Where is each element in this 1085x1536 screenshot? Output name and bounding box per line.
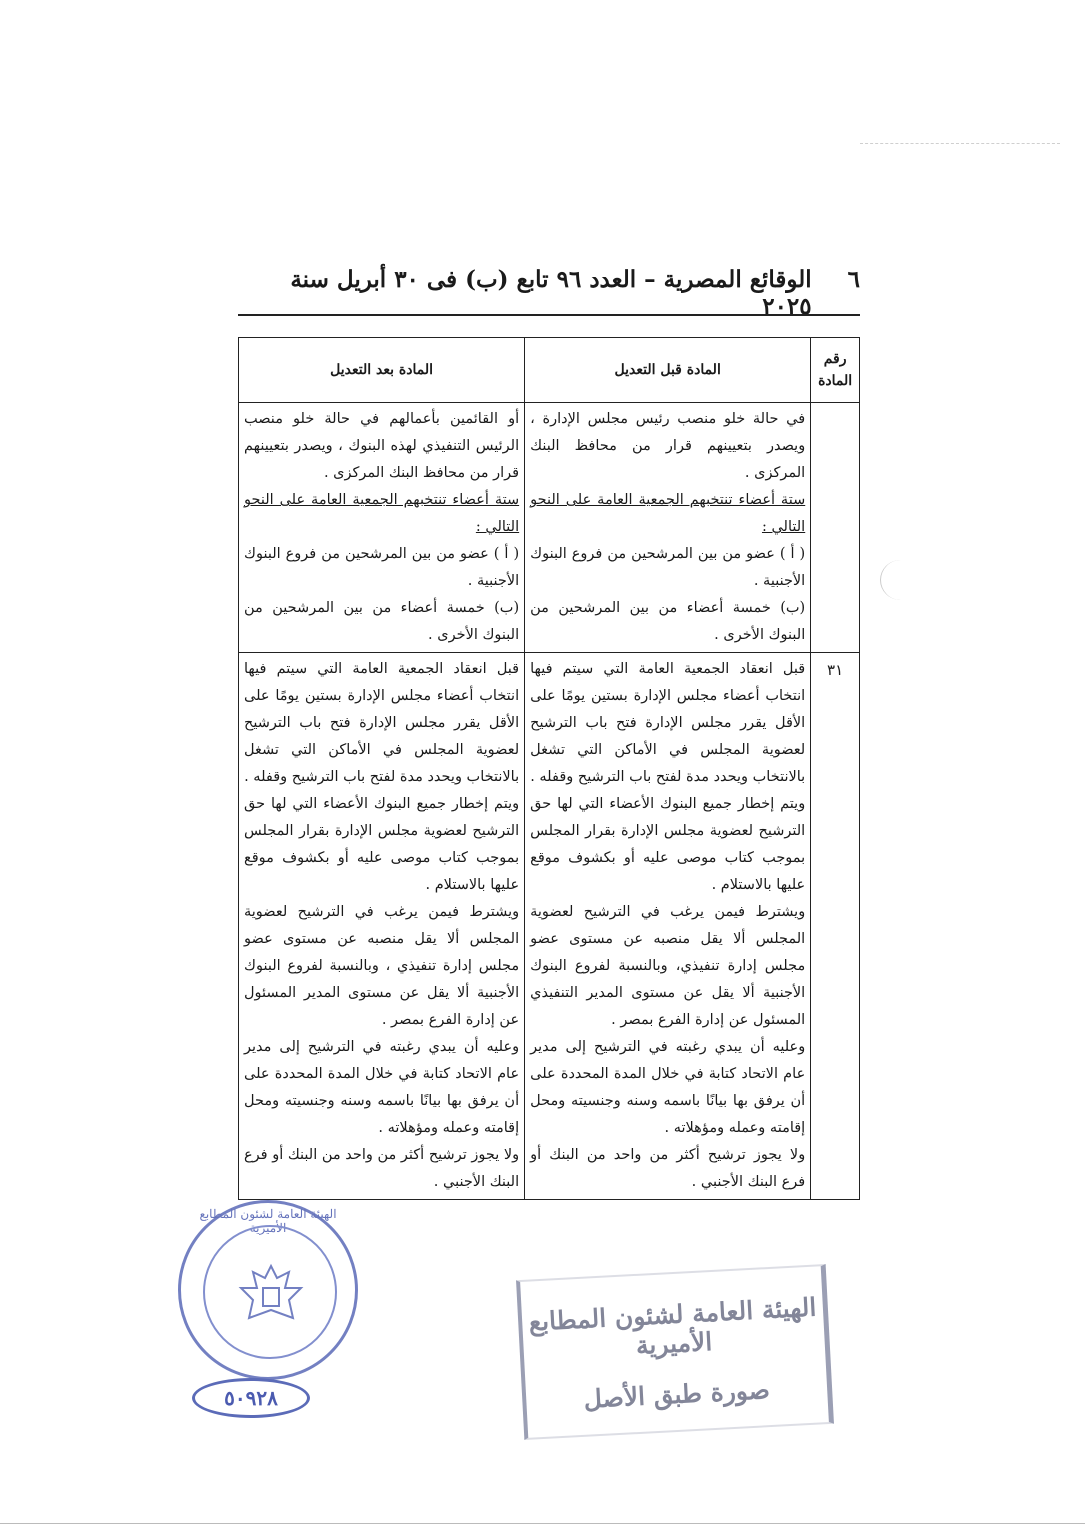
- scan-artifact-line: [860, 143, 1060, 144]
- true-copy-stamp-authority: الهيئة العامة لشئون المطابع الأميرية: [528, 1292, 818, 1361]
- article-after-text: [239, 403, 525, 653]
- scan-bottom-edge: [0, 1523, 1085, 1524]
- eagle-emblem-icon: [231, 1258, 311, 1338]
- gazette-title: الوقائع المصرية – العدد ٩٦ تابع (ب) فى ٣٠ أبريل سنة ٢٠٢٥: [290, 266, 812, 320]
- column-header-number: رقم المادة: [811, 338, 860, 403]
- article-after-text: [239, 653, 525, 1200]
- paragraph: أو القائمين بأعمالهم في حالة خلو منصب الرئيس التنفيذي لهذه البنوك ، ويصدر بتعيينهم قرار من محافظ البنك المركزى .: [244, 411, 520, 481]
- official-seal-stamp: [178, 1200, 358, 1380]
- paragraph: قبل انعقاد الجمعية العامة التي سيتم فيها انتخاب أعضاء مجلس الإدارة بستين يومًا على الأقل يقرر مجلس الإدارة فتح باب الترشيح لعضوية المجلس في الأماكن التي تشغل بالانتخاب ويحدد مدة لفتح باب الترشيح وقفله .: [244, 661, 520, 785]
- paragraph: ولا يجوز ترشيح أكثر من واحد من البنك أو فرع البنك الأجنبي .: [530, 1147, 806, 1190]
- paragraph: ( أ ) عضو من بين المرشحين من فروع البنوك الأجنبية .: [244, 546, 520, 589]
- page-number: ٦: [847, 266, 860, 293]
- scan-artifact-arc: [880, 560, 921, 600]
- table-row: [239, 653, 860, 1200]
- paragraph: ويتم إخطار جميع البنوك الأعضاء التي لها حق الترشيح لعضوية مجلس الإدارة بقرار المجلس بموجب كتاب موصى عليه أو بكشوف موقع عليها بالاستلام .: [244, 796, 520, 893]
- header-rule: [238, 314, 860, 316]
- true-copy-stamp-label: صورة طبق الأصل: [582, 1375, 771, 1414]
- paragraph: (ب) خمسة أعضاء من بين المرشحين من البنوك الأخرى .: [244, 600, 520, 643]
- article-before-text: [525, 403, 811, 653]
- paragraph: قبل انعقاد الجمعية العامة التي سيتم فيها انتخاب أعضاء مجلس الإدارة بستين يومًا على الأقل يقرر مجلس الإدارة فتح باب الترشيح لعضوية المجلس في الأماكن التي تشغل بالانتخاب ويحدد مدة لفتح باب الترشيح وقفله .: [530, 661, 806, 785]
- paragraph: وعليه أن يبدي رغبته في الترشيح إلى مدير عام الاتحاد كتابة في خلال المدة المحددة على أن يرفق بها بيانًا باسمه وسنه وجنسيته ومحل إقامته وعمله ومؤهلاته .: [530, 1039, 806, 1136]
- table-row: [239, 403, 860, 653]
- paragraph: في حالة خلو منصب رئيس مجلس الإدارة ، ويصدر بتعيينهم قرار من محافظ البنك المركزى .: [530, 411, 806, 481]
- paragraph: ولا يجوز ترشيح أكثر من واحد من البنك أو فرع البنك الأجنبي .: [244, 1147, 520, 1190]
- paragraph: ستة أعضاء تنتخبهم الجمعية العامة على النحو التالي :: [530, 492, 806, 535]
- column-header-before: المادة قبل التعديل: [525, 338, 811, 403]
- article-number: ٣١: [811, 653, 860, 1200]
- seal-ring-text: الهيئة العامة لشئون المطابع الأميرية: [199, 1207, 337, 1235]
- page-header: [240, 266, 860, 320]
- paragraph: ويشترط فيمن يرغب في الترشيح لعضوية المجلس ألا يقل منصبه عن مستوى عضو مجلس إدارة تنفيذي ، وبالنسبة لفروع البنوك الأجنبية ألا يقل عن مستوى المدير المسئول عن إدارة الفرع بمصر .: [244, 904, 520, 1028]
- table-header-row: [239, 338, 860, 403]
- paragraph: (ب) خمسة أعضاء من بين المرشحين من البنوك الأخرى .: [530, 600, 806, 643]
- article-number: [811, 403, 860, 653]
- amendment-table: [238, 337, 860, 1200]
- column-header-after: المادة بعد التعديل: [239, 338, 525, 403]
- paragraph: ويشترط فيمن يرغب في الترشيح لعضوية المجلس ألا يقل منصبه عن مستوى عضو مجلس إدارة تنفيذي، وبالنسبة لفروع البنوك الأجنبية ألا يقل عن مستوى المدير التنفيذي المسئول عن إدارة الفرع بمصر .: [530, 904, 806, 1028]
- paragraph: ستة أعضاء تنتخبهم الجمعية العامة على النحو التالي :: [244, 492, 520, 535]
- article-before-text: [525, 653, 811, 1200]
- true-copy-stamp: [516, 1264, 834, 1440]
- paragraph: ويتم إخطار جميع البنوك الأعضاء التي لها حق الترشيح لعضوية مجلس الإدارة بقرار المجلس بموجب كتاب موصى عليه أو بكشوف موقع عليها بالاستلام .: [530, 796, 806, 893]
- serial-number-stamp: ٥٠٩٢٨: [192, 1378, 310, 1418]
- paragraph: وعليه أن يبدي رغبته في الترشيح إلى مدير عام الاتحاد كتابة في خلال المدة المحددة على أن يرفق بها بيانًا باسمه وسنه وجنسيته ومحل إقامته وعمله ومؤهلاته .: [244, 1039, 520, 1136]
- paragraph: ( أ ) عضو من بين المرشحين من فروع البنوك الأجنبية .: [530, 546, 806, 589]
